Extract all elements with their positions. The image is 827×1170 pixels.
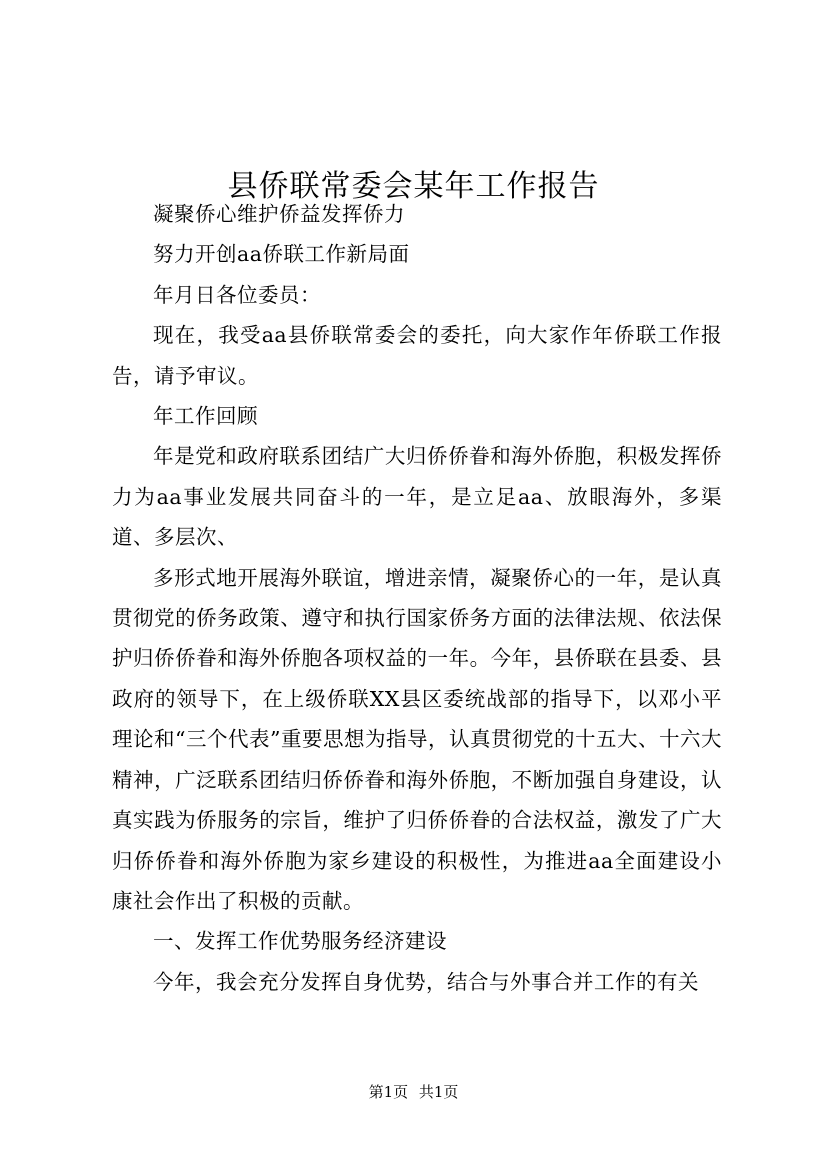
section-heading-review: 年工作回顾 <box>153 404 258 429</box>
paragraph-slogan-2: 努力开创aa侨联工作新局面 <box>153 242 410 267</box>
document-title: 县侨联常委会某年工作报告 <box>227 169 600 205</box>
paragraph-slogan-1: 凝聚侨心维护侨益发挥侨力 <box>153 202 405 226</box>
paragraph-intro: 现在，我受aa县侨联常委会的委托，向大家作年侨联工作报告，请予审议。 <box>112 323 722 388</box>
page-footer <box>0 1082 827 1102</box>
paragraph-review-2: 多形式地开展海外联谊，增进亲情，凝聚侨心的一年，是认真贯彻党的侨务政策、遵守和执行国家侨务方面的法律法规、依法保护归侨侨眷和海外侨胞各项权益的一年。今年，县侨联在县委、县政府的领导下，在上级侨联XX县区委统战部的指导下，以邓小平理论和“三个代表”重要思想为指导，认真贯彻党的十五大、十六大精神，广泛联系团结归侨侨眷和海外侨胞，不断加强自身建设，认真实践为侨服务的宗旨，维护了归侨侨眷的合法权益，激发了广大归侨侨眷和海外侨胞为家乡建设的积极性，为推进aa全面建设小康社会作出了积极的贡献。 <box>112 565 722 913</box>
section-heading-1: 一、发挥工作优势服务经济建设 <box>153 929 447 954</box>
document-body <box>112 194 722 1002</box>
paragraph-section-1: 今年，我会充分发挥自身优势，结合与外事合并工作的有关 <box>153 969 699 994</box>
page-number: 第1页 <box>368 1083 409 1101</box>
page-total: 共1页 <box>418 1083 459 1101</box>
paragraph-salutation: 年月日各位委员： <box>153 282 321 307</box>
paragraph-review-1: 年是党和政府联系团结广大归侨侨眷和海外侨胞，积极发挥侨力为aa事业发展共同奋斗的一年，是立足aa、放眼海外，多渠道、多层次、 <box>112 444 722 550</box>
